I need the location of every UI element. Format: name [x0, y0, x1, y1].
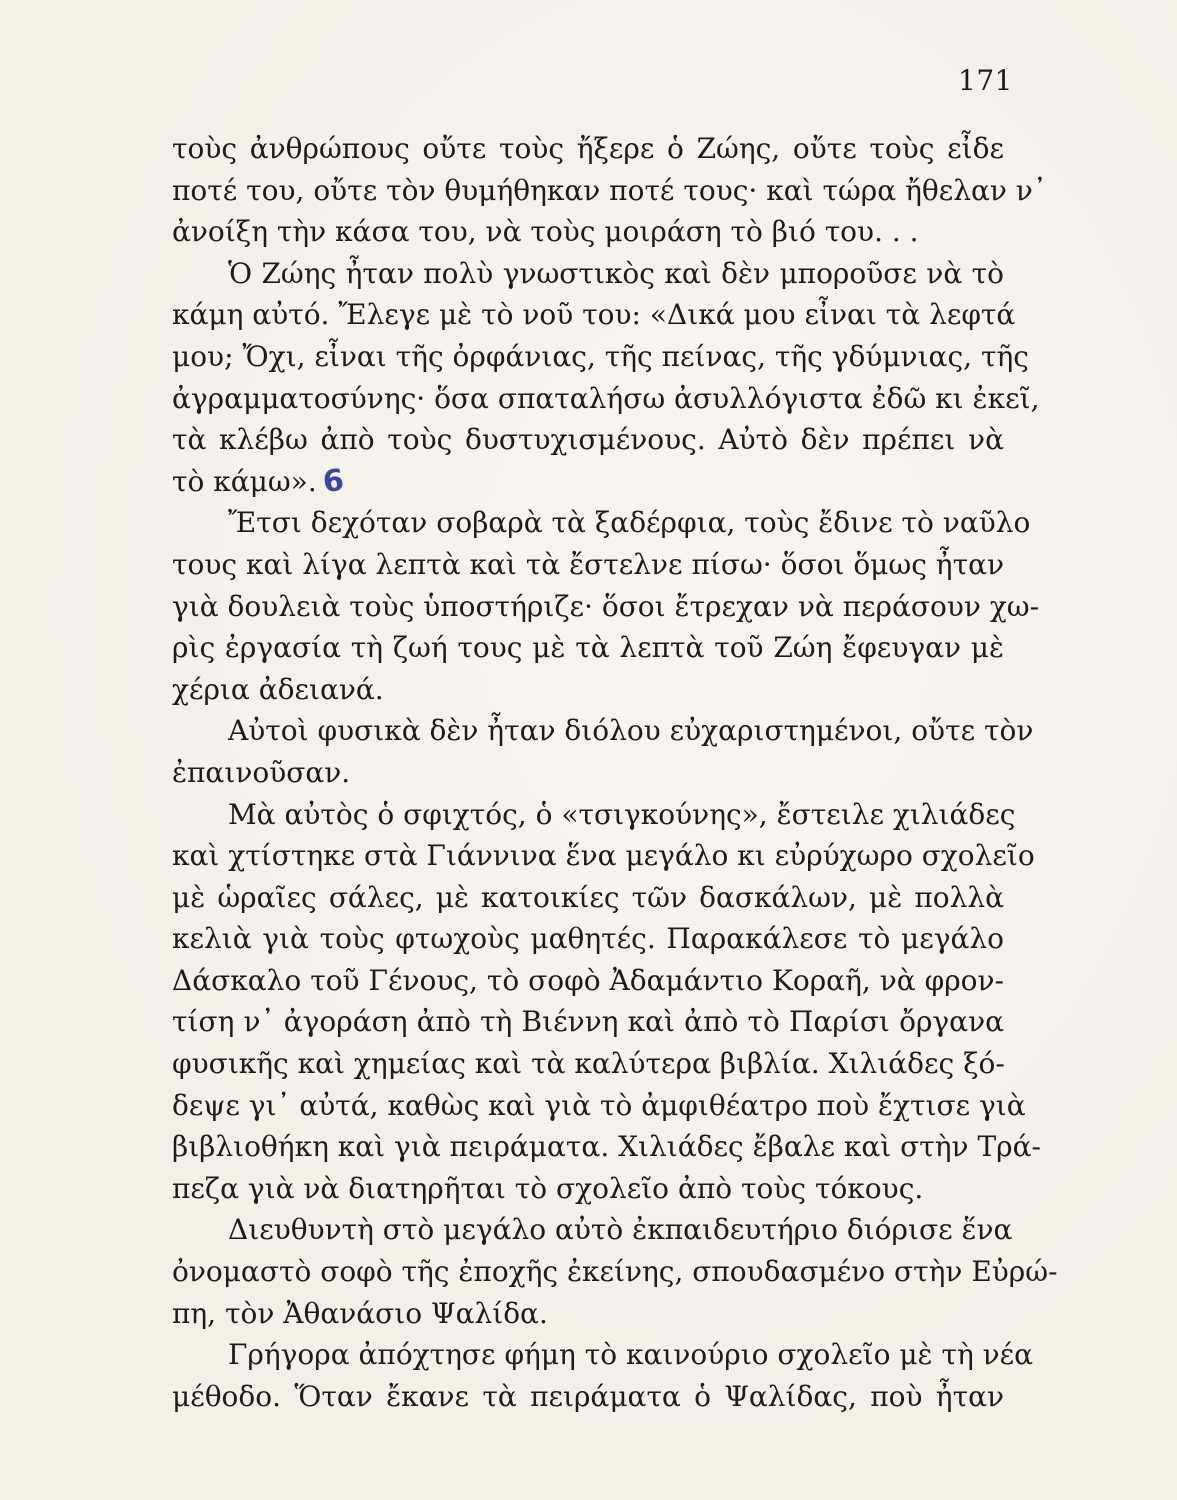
- text-line: [172, 835, 1035, 877]
- line-text: βιβλιοθήκη καὶ γιὰ πειράματα. Χιλιάδες ἔβαλε καὶ στὴν Τρά-: [172, 1130, 1041, 1164]
- text-line: [172, 918, 1004, 960]
- line-text: χέρια ἀδειανά.: [172, 672, 384, 706]
- line-text: φυσικῆς καὶ χημείας καὶ τὰ καλύτερα βιβλία. Χιλιάδες ξό-: [172, 1047, 1005, 1081]
- text-line: [172, 1293, 1004, 1335]
- text-line: [172, 1251, 1058, 1293]
- line-text: Δάσκαλο τοῦ Γένους, τὸ σοφὸ Ἀδαμάντιο Κοραῆ, νὰ φρον-: [172, 963, 1004, 997]
- line-text: Διευθυντὴ στὸ μεγάλο αὐτὸ ἐκπαιδευτήριο διόρισε ἕνα: [228, 1213, 1013, 1247]
- line-text: τὸ κάμω».: [172, 464, 317, 498]
- body-text: [172, 128, 1058, 1417]
- line-text: πη, τὸν Ἀθανάσιο Ψαλίδα.: [172, 1296, 548, 1330]
- line-text: ἐπαινοῦσαν.: [172, 755, 351, 789]
- text-line: [172, 170, 1047, 212]
- line-text: ποτέ του, οὔτε τὸν θυμήθηκαν ποτέ τους· καὶ τώρα ἤθελαν ν᾽: [172, 173, 1047, 207]
- text-line: [172, 253, 1004, 295]
- text-line: [172, 1334, 1034, 1376]
- text-line: [172, 336, 1029, 378]
- line-text: μου; Ὄχι, εἶναι τῆς ὀρφάνιας, τῆς πείνας, τῆς γδύμνιας, τῆς: [172, 339, 1029, 373]
- line-text: Γρήγορα ἀπόχτησε φήμη τὸ καινούριο σχολεῖο μὲ τὴ νέα: [228, 1338, 1034, 1372]
- line-text: ἀνοίξη τὴν κάσα του, νὰ τοὺς μοιράση τὸ βιό του. . .: [172, 215, 919, 249]
- line-text: τους καὶ λίγα λεπτὰ καὶ τὰ ἔστελνε πίσω· ὅσοι ὅμως ἦταν: [172, 547, 1004, 581]
- line-text: πεζα γιὰ νὰ διατηρῆται τὸ σχολεῖο ἀπὸ τοὺς τόκους.: [172, 1171, 924, 1205]
- handwritten-mark: 6: [320, 462, 346, 500]
- text-line: [172, 1085, 1026, 1127]
- text-line: [172, 752, 1004, 794]
- text-line: [172, 710, 1034, 752]
- line-text: κελιὰ γιὰ τοὺς φτωχοὺς μαθητές. Παρακάλεσε τὸ μεγάλο: [172, 922, 1004, 956]
- text-line: [172, 128, 1004, 170]
- line-text: μὲ ὡραῖες σάλες, μὲ κατοικίες τῶν δασκάλων, μὲ πολλὰ: [172, 880, 1004, 914]
- text-line: [172, 1209, 1013, 1251]
- text-line: [172, 1043, 1004, 1085]
- line-text: ἀγραμματοσύνης· ὅσα σπαταλήσω ἀσυλλόγιστα ἐδῶ κι ἐκεῖ,: [172, 381, 1040, 415]
- line-text: Αὐτοὶ φυσικὰ δὲν ἦταν διόλου εὐχαριστημένοι, οὔτε τὸν: [228, 714, 1034, 748]
- text-line: [172, 502, 1031, 544]
- line-text: Ὁ Ζώης ἦταν πολὺ γνωστικὸς καὶ δὲν μποροῦσε νὰ τὸ: [228, 256, 1004, 290]
- text-line: [172, 586, 1040, 628]
- text-line: [172, 794, 1016, 836]
- text-line: [172, 211, 1004, 253]
- text-line: [172, 294, 1016, 336]
- page-number: 171: [958, 64, 1013, 97]
- line-text: κάμη αὐτό. Ἔλεγε μὲ τὸ νοῦ του: «Δικά μου εἶναι τὰ λεφτά: [172, 298, 1016, 332]
- text-line: [172, 461, 1004, 503]
- text-line: [172, 544, 1004, 586]
- line-text: δεψε γι᾽ αὐτά, καθὼς καὶ γιὰ τὸ ἀμφιθέατρο ποὺ ἔχτισε γιὰ: [172, 1088, 1026, 1122]
- line-text: τίση ν᾽ ἀγοράση ἀπὸ τὴ Βιέννη καὶ ἀπὸ τὸ Παρίσι ὄργανα: [172, 1005, 1004, 1039]
- line-text: ὀνομαστὸ σοφὸ τῆς ἐποχῆς ἐκείνης, σπουδασμένο στὴν Εὐρώ-: [172, 1255, 1058, 1289]
- line-text: Μὰ αὐτὸς ὁ σφιχτός, ὁ «τσιγκούνης», ἔστειλε χιλιάδες: [228, 797, 1016, 831]
- text-line: [172, 1001, 1004, 1043]
- text-line: [172, 1126, 1041, 1168]
- line-text: καὶ χτίστηκε στὰ Γιάννινα ἕνα μεγάλο κι εὐρύχωρο σχολεῖο: [172, 839, 1035, 873]
- line-text: μέθοδο. Ὅταν ἔκανε τὰ πειράματα ὁ Ψαλίδας, ποὺ ἦταν: [172, 1379, 1004, 1413]
- text-line: [172, 1168, 1004, 1210]
- line-text: Ἔτσι δεχόταν σοβαρὰ τὰ ξαδέρφια, τοὺς ἔδινε τὸ ναῦλο: [228, 506, 1031, 540]
- text-line: [172, 877, 1004, 919]
- text-line: [172, 960, 1004, 1002]
- line-text: τοὺς ἀνθρώπους οὔτε τοὺς ἤξερε ὁ Ζώης, οὔτε τοὺς εἶδε: [172, 132, 1004, 165]
- text-line: [172, 419, 1004, 461]
- text-line: [172, 669, 1004, 711]
- text-line: [172, 627, 1004, 669]
- text-line: [172, 1376, 1004, 1418]
- line-text: τὰ κλέβω ἀπὸ τοὺς δυστυχισμένους. Αὐτὸ δὲν πρέπει νὰ: [172, 423, 1004, 457]
- line-text: ρὶς ἐργασία τὴ ζωή τους μὲ τὰ λεπτὰ τοῦ Ζώη ἔφευγαν μὲ: [172, 631, 1004, 665]
- text-line: [172, 378, 1040, 420]
- line-text: γιὰ δουλειὰ τοὺς ὑποστήριζε· ὅσοι ἔτρεχαν νὰ περάσουν χω-: [172, 589, 1040, 623]
